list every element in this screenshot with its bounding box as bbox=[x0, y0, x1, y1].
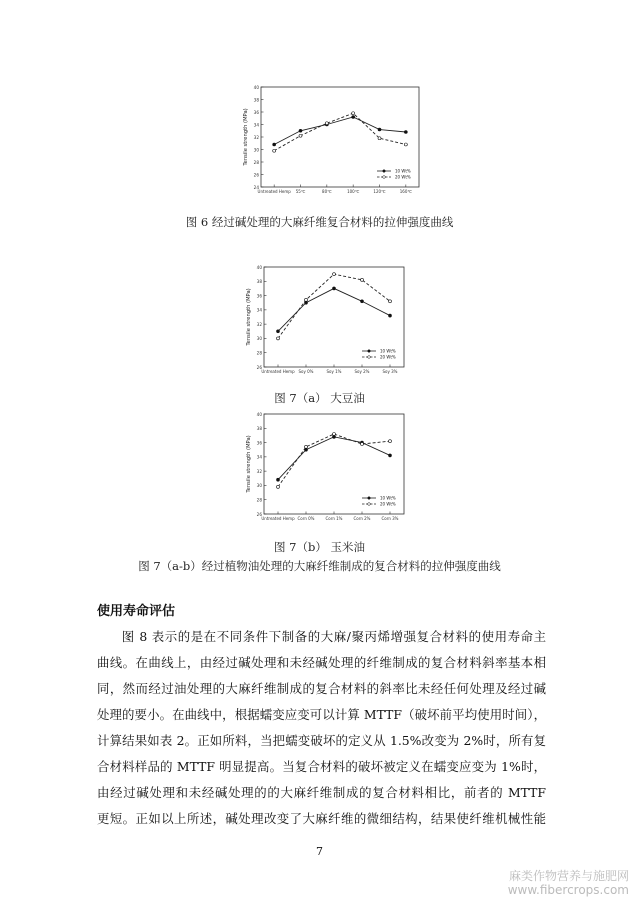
legend-label: 20 Wt% bbox=[380, 354, 396, 360]
y-tick-label: 38 bbox=[253, 97, 259, 103]
x-tick-label: 80℃ bbox=[322, 189, 332, 194]
data-point bbox=[299, 129, 302, 132]
data-point bbox=[404, 143, 407, 146]
legend-label: 10 Wt% bbox=[380, 348, 396, 354]
data-point bbox=[389, 454, 392, 457]
legend-marker bbox=[368, 497, 371, 500]
body-line: 合材料样品的 MTTF 明显提高。当复合材料的破坏被定义在蠕变应变为 1%时， bbox=[97, 759, 546, 774]
x-tick-label: Soy 1% bbox=[326, 369, 342, 374]
legend-marker bbox=[368, 350, 371, 353]
y-tick-label: 36 bbox=[256, 293, 262, 299]
body-line: 处理的要小。在曲线中，根据蠕变应变可以计算 MTTF（破坏前平均使用时间）， bbox=[97, 707, 546, 722]
figure-7-combined-caption: 图 7（a-b）经过植物油处理的大麻纤维制成的复合材料的拉伸强度曲线 bbox=[138, 559, 501, 573]
y-tick-label: 36 bbox=[253, 109, 259, 115]
legend-marker bbox=[383, 176, 386, 179]
y-axis-label: Tensile strength (MPa) bbox=[246, 288, 252, 346]
legend-label: 10 Wt% bbox=[380, 495, 396, 501]
data-point bbox=[389, 440, 392, 443]
x-tick-label: Corn 3% bbox=[381, 516, 399, 521]
data-point bbox=[273, 149, 276, 152]
data-point bbox=[333, 273, 336, 276]
section-title: 使用寿命评估 bbox=[97, 604, 176, 619]
y-tick-label: 28 bbox=[256, 350, 262, 356]
legend-marker bbox=[368, 356, 371, 359]
series-line bbox=[278, 288, 390, 331]
data-point bbox=[352, 116, 355, 119]
x-tick-label: Untreated Hemp bbox=[257, 189, 291, 194]
figure-7b-svg bbox=[232, 410, 410, 528]
data-point bbox=[277, 330, 280, 333]
y-tick-label: 24 bbox=[253, 184, 259, 190]
data-point bbox=[389, 314, 392, 317]
watermark bbox=[508, 869, 629, 897]
data-point bbox=[389, 300, 392, 303]
x-tick-label: 55℃ bbox=[295, 189, 306, 194]
x-tick-label: Untreated Hemp bbox=[261, 369, 295, 374]
data-point bbox=[352, 112, 355, 115]
data-point bbox=[333, 287, 336, 290]
watermark-line-2: www.fibercrops.com bbox=[507, 883, 629, 897]
x-tick-label: 100℃ bbox=[347, 189, 360, 194]
y-tick-label: 38 bbox=[256, 426, 262, 432]
y-tick-label: 40 bbox=[253, 84, 259, 90]
data-point bbox=[277, 485, 280, 488]
x-tick-label: 120℃ bbox=[373, 189, 386, 194]
figure-7b-chart bbox=[232, 410, 410, 528]
x-tick-label: Untreated Hemp bbox=[261, 516, 295, 521]
data-point bbox=[305, 445, 308, 448]
x-tick-label: Soy 0% bbox=[298, 369, 314, 374]
x-tick-label: Soy 2% bbox=[354, 369, 370, 374]
y-tick-label: 34 bbox=[253, 122, 259, 128]
series-line bbox=[274, 117, 406, 145]
y-tick-label: 34 bbox=[256, 307, 262, 313]
data-point bbox=[404, 131, 407, 134]
body-line: 同，然而经过油处理的大麻纤维制成的复合材料的斜率比未经任何处理及经过碱 bbox=[97, 681, 546, 696]
figure-6-svg bbox=[225, 82, 425, 204]
data-point bbox=[273, 143, 276, 146]
data-point bbox=[378, 137, 381, 140]
legend-marker bbox=[368, 503, 371, 506]
data-point bbox=[361, 443, 364, 446]
y-tick-label: 26 bbox=[256, 364, 262, 370]
data-point bbox=[277, 337, 280, 340]
y-tick-label: 30 bbox=[256, 483, 262, 489]
x-tick-label: Corn 2% bbox=[353, 516, 371, 521]
y-tick-label: 30 bbox=[253, 147, 259, 153]
data-point bbox=[333, 433, 336, 436]
y-tick-label: 26 bbox=[256, 511, 262, 517]
y-tick-label: 34 bbox=[256, 454, 262, 460]
y-axis-label: Tensile strength (MPa) bbox=[243, 108, 249, 166]
legend-label: 10 Wt% bbox=[395, 168, 411, 174]
data-point bbox=[299, 134, 302, 137]
figure-7a-chart bbox=[232, 262, 410, 382]
x-tick-label: Soy 3% bbox=[382, 369, 398, 374]
y-tick-label: 32 bbox=[256, 321, 262, 327]
x-tick-label: Corn 1% bbox=[325, 516, 343, 521]
y-tick-label: 32 bbox=[253, 134, 259, 140]
y-tick-label: 30 bbox=[256, 336, 262, 342]
figure-6-caption: 图 6 经过碱处理的大麻纤维复合材料的拉伸强度曲线 bbox=[185, 215, 454, 229]
y-tick-label: 28 bbox=[253, 159, 259, 165]
figure-6-chart bbox=[225, 82, 425, 204]
watermark-line-1: 麻类作物营养与施肥网 bbox=[508, 869, 629, 883]
y-tick-label: 36 bbox=[256, 440, 262, 446]
figure-7a-caption: 图 7（a） 大豆油 bbox=[274, 391, 365, 405]
y-tick-label: 38 bbox=[256, 279, 262, 285]
series-line bbox=[278, 274, 390, 338]
y-tick-label: 26 bbox=[253, 172, 259, 178]
y-tick-label: 32 bbox=[256, 468, 262, 474]
series-line bbox=[274, 113, 406, 151]
legend-marker bbox=[383, 170, 386, 173]
body-line: 图 8 表示的是在不同条件下制备的大麻/聚丙烯增强复合材料的使用寿命主 bbox=[121, 629, 546, 644]
y-tick-label: 40 bbox=[256, 264, 262, 270]
body-line: 计算结果如表 2。正如所料，当把蠕变破坏的定义从 1.5%改变为 2%时，所有复 bbox=[97, 733, 546, 748]
data-point bbox=[378, 128, 381, 131]
y-tick-label: 28 bbox=[256, 497, 262, 503]
x-tick-label: 160℃ bbox=[399, 189, 412, 194]
section-body bbox=[97, 624, 546, 832]
data-point bbox=[305, 298, 308, 301]
figure-7a-svg bbox=[232, 262, 410, 382]
data-point bbox=[361, 278, 364, 281]
y-axis-label: Tensile strength (MPa) bbox=[246, 435, 252, 493]
legend-label: 20 Wt% bbox=[395, 174, 411, 180]
data-point bbox=[333, 435, 336, 438]
legend-label: 20 Wt% bbox=[380, 501, 396, 507]
data-point bbox=[325, 122, 328, 125]
series-line bbox=[278, 434, 390, 487]
figure-7b-caption: 图 7（b） 玉米油 bbox=[274, 540, 365, 554]
data-point bbox=[361, 300, 364, 303]
body-line: 更短。正如以上所述，碱处理改变了大麻纤维的微细结构，结果使纤维机械性能 bbox=[97, 811, 546, 826]
body-line: 曲线。在曲线上，由经过碱处理和未经碱处理的纤维制成的复合材料斜率基本相 bbox=[97, 655, 546, 670]
page-number: 7 bbox=[316, 845, 323, 858]
x-tick-label: Corn 0% bbox=[297, 516, 315, 521]
y-tick-label: 40 bbox=[256, 411, 262, 417]
body-line: 由经过碱处理和未经碱处理的的大麻纤维制成的复合材料相比，前者的 MTTF bbox=[97, 785, 546, 800]
data-point bbox=[277, 478, 280, 481]
